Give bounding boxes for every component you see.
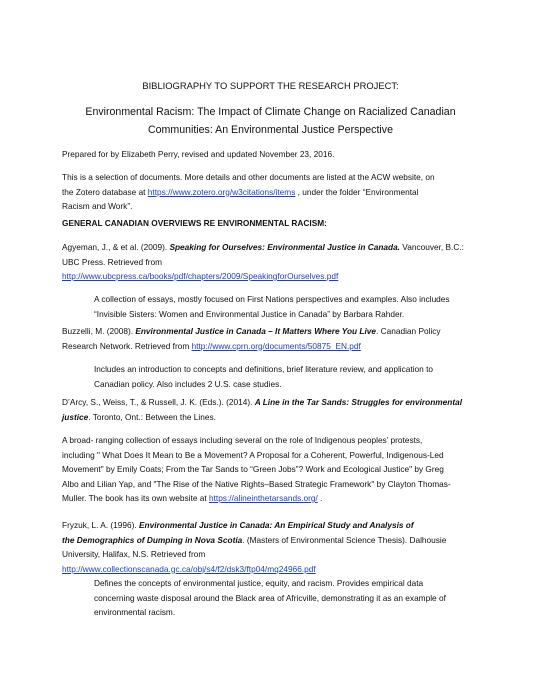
report-title: Environmental Justice in Canada – It Matters Where You Live [135, 326, 377, 336]
annotation-buzzelli: Includes an introduction to concepts and definitions, brief literature review, and application to Canadian policy. Also includes 2 U.S. case studies. [94, 364, 433, 389]
annotation-fryzuk: Defines the concepts of environmental justice, equity, and racism. Provides empirical data concerning waste disposal around the Black area of Africville, demonstrating it as an example of environmental racism. [94, 578, 446, 617]
cprn-link[interactable]: http://www.cprn.org/documents/50875_EN.pdf [191, 340, 361, 351]
citation-fryzuk: Fryzuk, L. A. (1996). Environmental Justice in Canada: An Empirical Study and Analysis of the Demographics of Dumping in Nova Scotia. (Masters of Environmental Science Thesis). Dalhousie University, Halifax, N.S. Retrieved from http://www.collectionscanada.gc.ca/obj/s4/f2/dsk3/ftp04/mq24966.pdf [62, 520, 447, 574]
book-title: Speaking for Ourselves: Environmental Justice in Canada. [169, 242, 400, 252]
annotation-agyeman: A collection of essays, mostly focused on First Nations perspectives and examples. Also includes “Invisible Sisters: Women and Environmental Justice in Canada” by Barbara Rahder. [94, 294, 450, 319]
citation-darcy: D’Arcy, S., Weiss, T., & Russell, J. K. (Eds.). (2014). A Line in the Tar Sands: Struggles for environmental justice. Toronto, Ont.: Between the Lines. [62, 397, 463, 422]
title-line-1: BIBLIOGRAPHY TO SUPPORT THE RESEARCH PROJECT: [142, 80, 399, 91]
title-line-2b: Communities: An Environmental Justice Perspective [148, 123, 393, 136]
title-line-2 [40, 104, 501, 139]
section-heading: GENERAL CANADIAN OVERVIEWS RE ENVIRONMENTAL RACISM: [62, 218, 327, 228]
book-title: A Line in the Tar Sands: Struggles for environmental [254, 397, 463, 407]
zotero-link[interactable]: https://www.zotero.org/w3citations/items [147, 186, 296, 197]
citation-buzzelli: Buzzelli, M. (2008). Environmental Justice in Canada – It Matters Where You Live. Canadian Policy Research Network. Retrieved from http://www.cprn.org/documents/50875_EN.pdf [62, 326, 441, 351]
prepared-by: Prepared for by Elizabeth Perry, revised and updated November 23, 2016. [62, 149, 335, 159]
intro-paragraph: This is a selection of documents. More details and other documents are listed at the ACW website, on the Zotero database at https://www.zotero.org/w3citations/items , under the folder “Environmental Racism and Work”. [62, 172, 435, 211]
ubcpress-link[interactable]: http://www.ubcpress.ca/books/pdf/chapters/2009/SpeakingforOurselves.pdf [62, 271, 339, 281]
citation-agyeman: Agyeman, J., & et al. (2009). Speaking for Ourselves: Environmental Justice in Canada. Vancouver, B.C.: UBC Press. Retrieved from http://www.ubcpress.ca/books/pdf/chapters/2009/SpeakingforOurselves.pdf [62, 242, 464, 281]
collectionscanada-link[interactable]: http://www.collectionscanada.gc.ca/obj/s4/f2/dsk3/ftp04/mq24966.pdf [62, 563, 316, 574]
tarsands-link[interactable]: https://alineinthetarsands.org/ [208, 493, 318, 503]
annotation-darcy: A broad- ranging collection of essays including several on the role of Indigenous peoples’ protests, including " What Does It Mean to Be a Movement? A Proposal for a Coherent, Powerful, Indigenous-Led Movement" by Emily Coats; From the Tar Sands to “Green Jobs”? Work and Ecological Justice" by Greg Albo and Lilian Yap, and "The Rise of the Native Rights–Based Strategic Framework" by Clayton Thomas- Muller. The book has its own website at https://alineinthetarsands.org/ . [62, 435, 451, 503]
title-line-2a: Environmental Racism: The Impact of Climate Change on Racialized Canadian [85, 106, 456, 118]
thesis-title: Environmental Justice in Canada: An Empirical Study and Analysis of [139, 520, 414, 530]
